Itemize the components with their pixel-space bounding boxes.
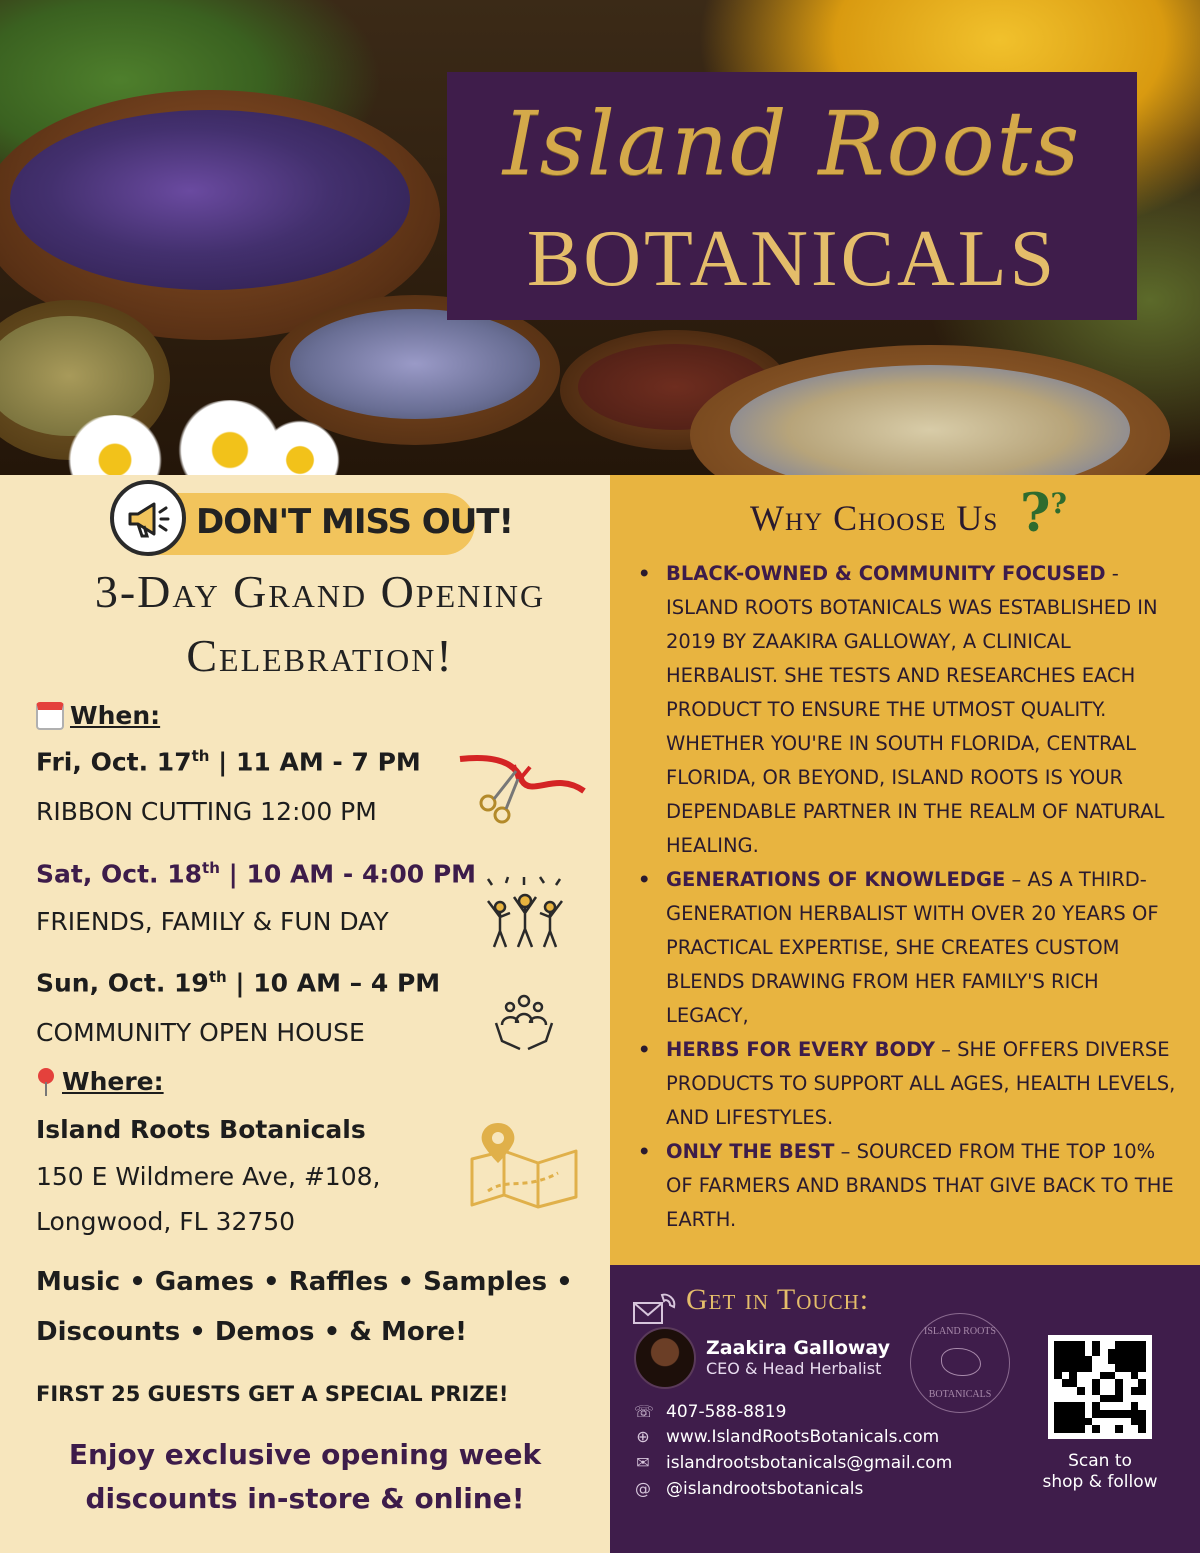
website-link[interactable]: www.IslandRootsBotanicals.com — [666, 1427, 940, 1447]
address-line2: Longwood, FL 32750 — [36, 1207, 296, 1236]
day-3-activity: COMMUNITY OPEN HOUSE — [36, 1018, 365, 1047]
scan-caption — [1030, 1451, 1170, 1493]
address-line1: 150 E Wildmere Ave, #108, — [36, 1162, 381, 1191]
why-item-heading: ONLY THE BEST — [666, 1140, 835, 1163]
question-marks-icon: ?? — [1020, 483, 1067, 544]
why-item-text: - ISLAND ROOTS BOTANICALS WAS ESTABLISHED IN 2019 BY ZAAKIRA GALLOWAY, A CLINICAL HERBALIST. SHE TESTS AND RESEARCHES EACH PRODUCT TO ENSURE THE UTMOST QUALITY. WHETHER YOU'RE IN SOUTH FLORIDA, CENTRAL FLORIDA, OR BEYOND, ISLAND ROOTS IS YOUR DEPENDABLE PARTNER IN THE REALM OF NATURAL HEALING. — [666, 562, 1165, 857]
day-2-heading — [36, 859, 476, 888]
email-row[interactable] — [634, 1453, 952, 1473]
seal-top-text: ISLAND ROOTS — [924, 1326, 996, 1337]
day-2-hours: | 10 AM - 4:00 PM — [219, 859, 477, 889]
day-3-heading — [36, 968, 440, 997]
hero-banner — [0, 0, 1200, 475]
phone-icon: ☏ — [634, 1402, 655, 1421]
globe-icon: ⊕ — [636, 1427, 650, 1446]
day-1-heading — [36, 747, 421, 776]
day-3-date: Sun, Oct. 19 — [36, 968, 209, 998]
calendar-icon — [36, 702, 64, 730]
when-heading — [36, 701, 160, 730]
why-choose-us-section — [610, 475, 1200, 1265]
avatar — [634, 1327, 696, 1389]
why-item-text: – SHE OFFERS DIVERSE PRODUCTS TO SUPPORT ALL AGES, HEALTH LEVELS, AND LIFESTYLES. — [666, 1038, 1176, 1129]
event-title — [0, 560, 640, 688]
discount-notice — [0, 1433, 610, 1521]
phone-row[interactable] — [634, 1402, 786, 1422]
why-item-heading: GENERATIONS OF KNOWLEDGE — [666, 868, 1006, 891]
why-item — [646, 863, 1186, 1033]
day-3-suffix: th — [208, 968, 227, 986]
why-item — [646, 1033, 1186, 1135]
website-row[interactable] — [634, 1427, 939, 1447]
why-list — [646, 557, 1186, 1237]
why-item-text: – SOURCED FROM THE TOP 10% OF FARMERS AND BRANDS THAT GIVE BACK TO THE EARTH. — [666, 1140, 1174, 1231]
day-1-date: Fri, Oct. 17 — [36, 747, 192, 777]
event-title-line1: 3-Day Grand Opening — [94, 566, 546, 617]
scan-line2: shop & follow — [1042, 1472, 1158, 1492]
location-pin-icon — [36, 1068, 56, 1096]
event-title-line2: Celebration! — [186, 630, 454, 681]
at-icon: @ — [635, 1479, 651, 1498]
mail-phone-icon — [632, 1291, 678, 1325]
day-2-suffix: th — [202, 859, 220, 877]
day-3-hours: | 10 AM – 4 PM — [226, 968, 441, 998]
why-choose-us-title: Why Choose Us — [750, 498, 999, 538]
why-item — [646, 1135, 1186, 1237]
day-1-activity: RIBBON CUTTING 12:00 PM — [36, 797, 377, 826]
phone-number[interactable]: 407-588-8819 — [666, 1402, 787, 1422]
discount-line2: discounts in-store & online! — [85, 1482, 525, 1515]
community-hands-icon — [492, 993, 556, 1053]
day-1-hours: | 11 AM - 7 PM — [209, 747, 421, 777]
why-item — [646, 557, 1186, 863]
map-icon — [468, 1121, 580, 1209]
day-2-date: Sat, Oct. 18 — [36, 859, 203, 889]
brand-seal-logo — [910, 1313, 1010, 1413]
where-heading — [36, 1067, 164, 1096]
email-link[interactable]: islandrootsbotanicals@gmail.com — [666, 1453, 953, 1473]
why-item-text: – AS A THIRD-GENERATION HERBALIST WITH OVER 20 YEARS OF PRACTICAL EXPERTISE, SHE CREATES CUSTOM BLENDS DRAWING FROM HER FAMILY'S RICH LEGACY, — [666, 868, 1159, 1027]
scan-line1: Scan to — [1068, 1451, 1132, 1471]
event-details — [0, 475, 610, 1553]
get-in-touch-title: Get in Touch: — [686, 1283, 870, 1316]
brand-caps-title: BOTANICALS — [526, 215, 1058, 303]
venue-name: Island Roots Botanicals — [36, 1115, 366, 1144]
event-features — [36, 1257, 596, 1357]
day-1-suffix: th — [191, 747, 210, 765]
contact-name: Zaakira Galloway — [706, 1337, 891, 1359]
where-label: Where: — [62, 1067, 164, 1096]
seal-bottom-text: BOTANICALS — [928, 1389, 992, 1400]
social-row[interactable] — [634, 1479, 863, 1499]
qr-code[interactable] — [1048, 1335, 1152, 1439]
brand-script-title: Island Roots — [502, 92, 1082, 195]
dont-miss-out-text: DON'T MISS OUT! — [196, 502, 513, 542]
envelope-icon: ✉ — [636, 1453, 650, 1472]
ribbon-scissors-icon — [456, 751, 588, 825]
social-handle[interactable]: @islandrootsbotanicals — [666, 1479, 864, 1499]
prize-notice: FIRST 25 GUESTS GET A SPECIAL PRIZE! — [36, 1382, 509, 1406]
contact-section — [610, 1265, 1200, 1553]
discount-line1: Enjoy exclusive opening week — [68, 1438, 542, 1471]
when-label: When: — [70, 701, 161, 730]
brand-logo — [447, 72, 1137, 320]
why-item-heading: BLACK-OWNED & COMMUNITY FOCUSED — [666, 562, 1106, 585]
features-line1: Music • Games • Raffles • Samples • — [36, 1267, 573, 1297]
celebrating-people-icon — [478, 873, 572, 949]
why-item-heading: HERBS FOR EVERY BODY — [666, 1038, 935, 1061]
contact-role: CEO & Head Herbalist — [706, 1359, 882, 1378]
day-2-activity: FRIENDS, FAMILY & FUN DAY — [36, 907, 389, 936]
features-line2: Discounts • Demos • & More! — [36, 1317, 468, 1347]
megaphone-icon — [110, 480, 186, 556]
